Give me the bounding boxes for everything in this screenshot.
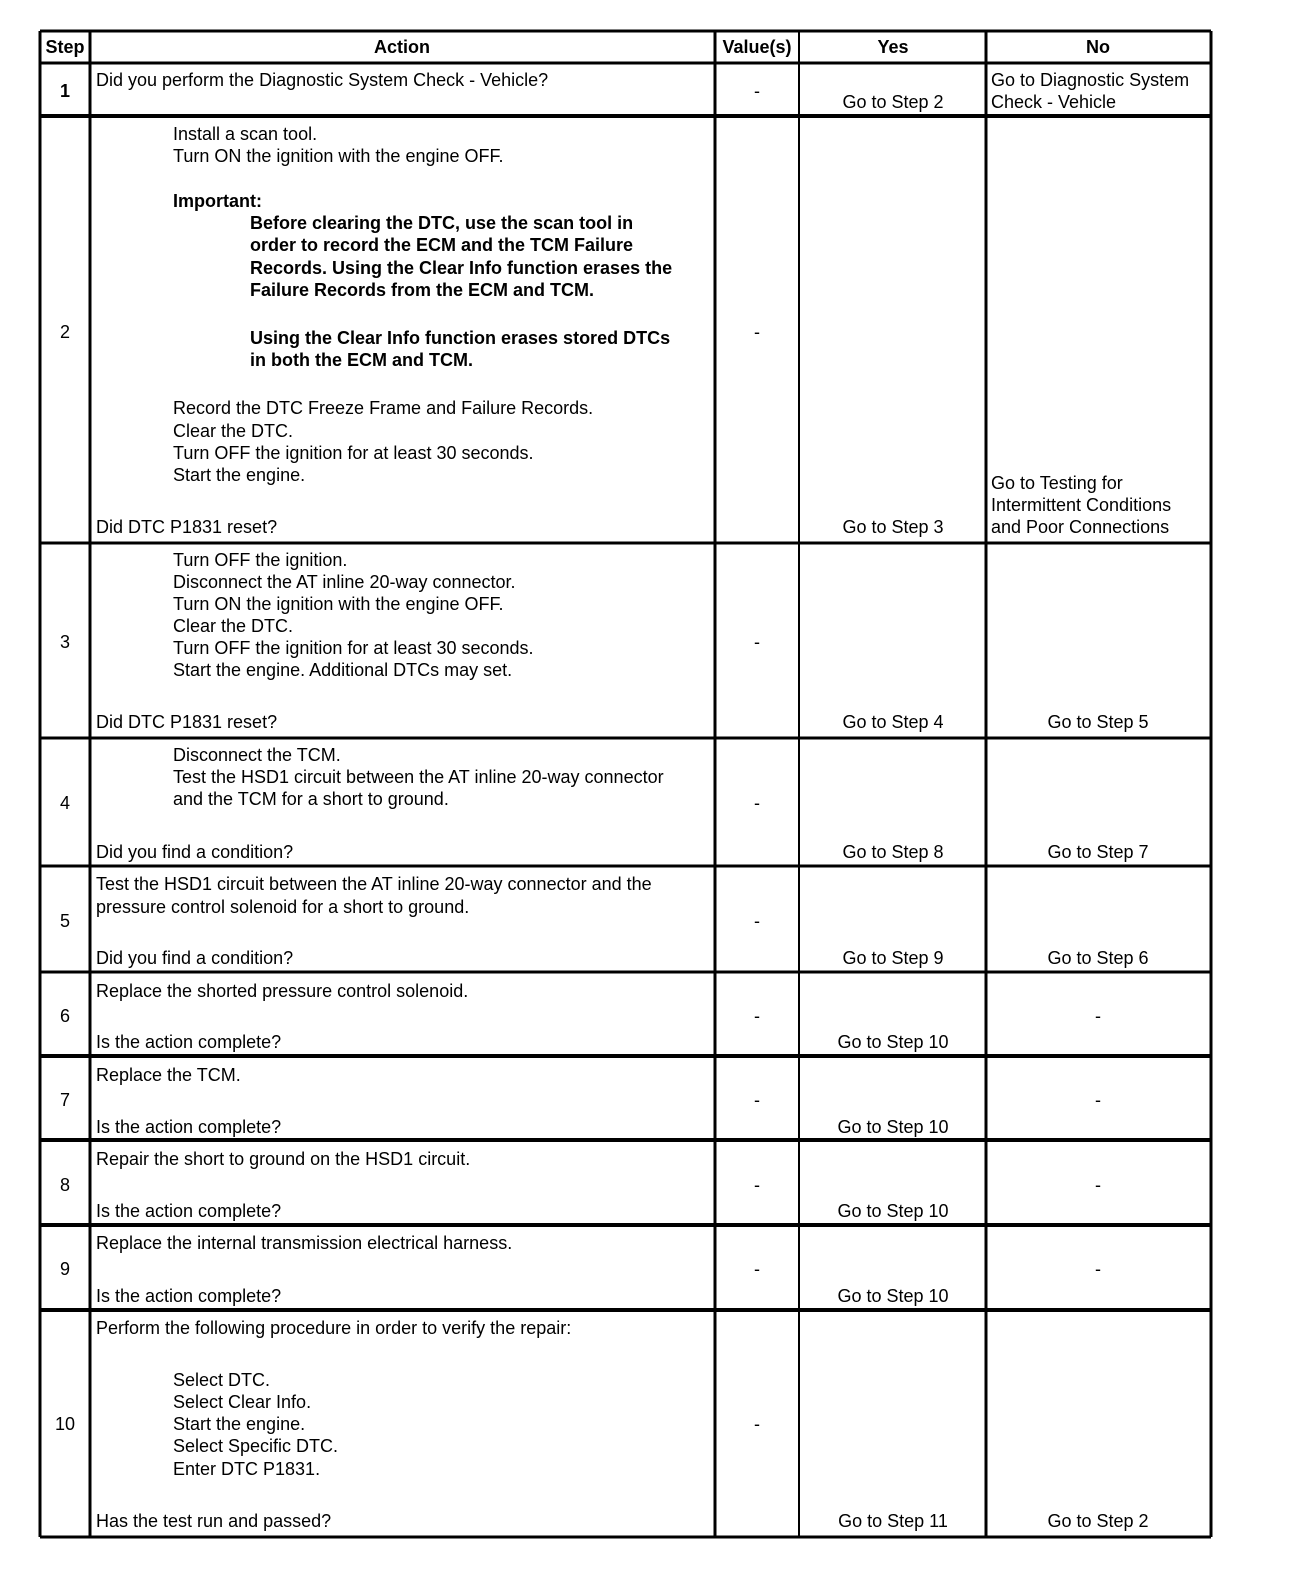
action-step: Clear the DTC.: [173, 616, 294, 636]
yes-link[interactable]: Go to Step 11: [838, 1511, 948, 1531]
action-text: pressure control solenoid for a short to ground.: [96, 897, 470, 917]
action-step: Turn OFF the ignition for at least 30 seconds.: [173, 443, 534, 463]
action-question: Is the action complete?: [96, 1201, 282, 1221]
action-text: Replace the TCM.: [96, 1065, 241, 1085]
value-cell: -: [754, 793, 760, 813]
value-cell: -: [754, 1414, 760, 1434]
action-question: Is the action complete?: [96, 1117, 282, 1137]
yes-link[interactable]: Go to Step 3: [842, 517, 944, 537]
no-cell: -: [1095, 1006, 1101, 1026]
step-number: 6: [59, 1006, 71, 1026]
step-number: 9: [59, 1259, 71, 1279]
action-step: Turn OFF the ignition.: [173, 550, 348, 570]
no-link[interactable]: and Poor Connections: [991, 517, 1170, 537]
action-step: Select DTC.: [173, 1370, 271, 1390]
step-number: 3: [59, 632, 71, 652]
step-number: 7: [59, 1090, 71, 1110]
action-question: Did DTC P1831 reset?: [96, 517, 278, 537]
no-cell: -: [1095, 1175, 1101, 1195]
value-cell: -: [754, 322, 760, 342]
no-link[interactable]: Go to Diagnostic System: [991, 70, 1190, 90]
yes-link[interactable]: Go to Step 10: [837, 1117, 949, 1137]
header-values: Value(s): [722, 37, 792, 57]
action-step: Disconnect the TCM.: [173, 745, 341, 765]
step-number: 8: [59, 1175, 71, 1195]
no-link[interactable]: Go to Step 7: [1047, 842, 1149, 862]
yes-link[interactable]: Go to Step 9: [842, 948, 944, 968]
header-no: No: [1086, 37, 1110, 57]
action-step: Turn ON the ignition with the engine OFF.: [173, 146, 504, 166]
step-number: 2: [59, 322, 71, 342]
action-text: Replace the shorted pressure control solenoid.: [96, 981, 469, 1001]
yes-link[interactable]: Go to Step 10: [837, 1286, 949, 1306]
action-step: Disconnect the AT inline 20-way connector.: [173, 572, 516, 592]
action-step: Start the engine.: [173, 1414, 306, 1434]
step-number: 1: [59, 81, 71, 101]
no-cell: -: [1095, 1090, 1101, 1110]
important-text: Failure Records from the ECM and TCM.: [250, 280, 595, 300]
value-cell: -: [754, 911, 760, 931]
value-cell: -: [754, 1175, 760, 1195]
action-step: Test the HSD1 circuit between the AT inline 20-way connector: [173, 767, 664, 787]
value-cell: -: [754, 1006, 760, 1026]
no-cell: -: [1095, 1259, 1101, 1279]
action-step: Record the DTC Freeze Frame and Failure Records.: [173, 398, 594, 418]
no-link[interactable]: Intermittent Conditions: [991, 495, 1172, 515]
header-yes: Yes: [877, 37, 909, 57]
action-step: Select Specific DTC.: [173, 1436, 339, 1456]
action-question: Has the test run and passed?: [96, 1511, 332, 1531]
action-text: Repair the short to ground on the HSD1 circuit.: [96, 1149, 471, 1169]
action-step: Turn ON the ignition with the engine OFF.: [173, 594, 504, 614]
action-question: Did you find a condition?: [96, 842, 294, 862]
action-text: Test the HSD1 circuit between the AT inline 20-way connector and the: [96, 874, 652, 894]
action-step: Install a scan tool.: [173, 124, 318, 144]
action-step: Enter DTC P1831.: [173, 1459, 321, 1479]
important-text: Before clearing the DTC, use the scan tool in: [250, 213, 634, 233]
no-link[interactable]: Go to Step 5: [1047, 712, 1149, 732]
important-text: order to record the ECM and the TCM Failure: [250, 235, 634, 255]
no-link[interactable]: Go to Testing for: [991, 473, 1123, 493]
action-step: Select Clear Info.: [173, 1392, 312, 1412]
action-question: Did you find a condition?: [96, 948, 294, 968]
important-text: Records. Using the Clear Info function erases the: [250, 258, 673, 278]
yes-link[interactable]: Go to Step 8: [842, 842, 944, 862]
action-question: Is the action complete?: [96, 1286, 282, 1306]
important-text: in both the ECM and TCM.: [250, 350, 473, 370]
no-link[interactable]: Go to Step 2: [1047, 1511, 1149, 1531]
header-action: Action: [374, 37, 430, 57]
action-step: and the TCM for a short to ground.: [173, 789, 449, 809]
step-number: 5: [59, 911, 71, 931]
step-number: 10: [54, 1414, 76, 1434]
yes-link[interactable]: Go to Step 2: [842, 92, 944, 112]
action-step: Start the engine. Additional DTCs may set.: [173, 660, 513, 680]
action-question: Is the action complete?: [96, 1032, 282, 1052]
action-step: Start the engine.: [173, 465, 306, 485]
yes-link[interactable]: Go to Step 10: [837, 1201, 949, 1221]
action-step: Turn OFF the ignition for at least 30 seconds.: [173, 638, 534, 658]
value-cell: -: [754, 632, 760, 652]
important-label: Important:: [173, 191, 262, 211]
value-cell: -: [754, 1259, 760, 1279]
value-cell: -: [754, 81, 760, 101]
yes-link[interactable]: Go to Step 4: [842, 712, 944, 732]
no-link[interactable]: Check - Vehicle: [991, 92, 1117, 112]
action-text: Perform the following procedure in order to verify the repair:: [96, 1318, 572, 1338]
important-text: Using the Clear Info function erases stored DTCs: [250, 328, 671, 348]
action-question: Did DTC P1831 reset?: [96, 712, 278, 732]
action-text: Replace the internal transmission electrical harness.: [96, 1233, 513, 1253]
header-step: Step: [45, 37, 85, 57]
value-cell: -: [754, 1090, 760, 1110]
action-text: Did you perform the Diagnostic System Check - Vehicle?: [96, 70, 549, 90]
no-link[interactable]: Go to Step 6: [1047, 948, 1149, 968]
step-number: 4: [59, 793, 71, 813]
yes-link[interactable]: Go to Step 10: [837, 1032, 949, 1052]
action-step: Clear the DTC.: [173, 421, 294, 441]
